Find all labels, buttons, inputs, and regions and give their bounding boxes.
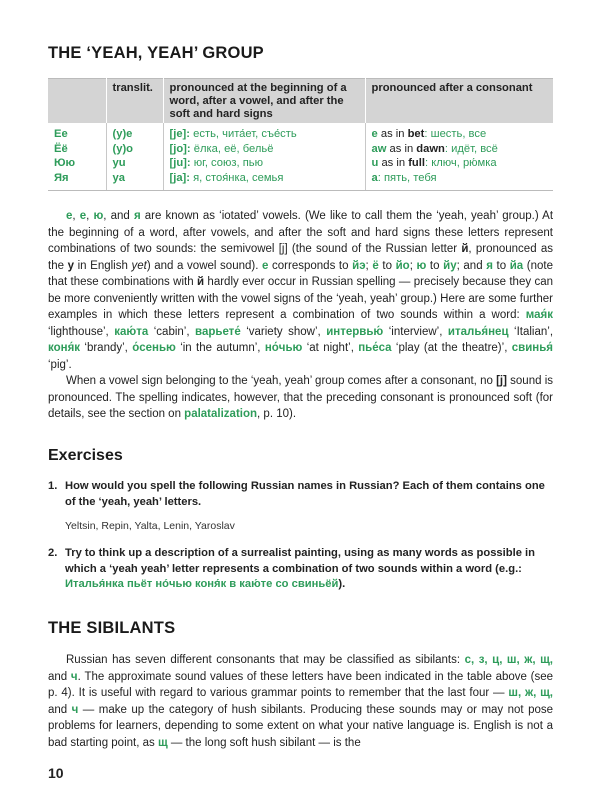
- section-heading-exercises: Exercises: [48, 447, 123, 464]
- example-words: : идёт, всё: [444, 142, 498, 155]
- paragraph-after-consonant: When a vowel sign belonging to the ‘yeah, yeah’ group comes after a consonant, no [j] sound is pronounced. The spelling indicates, however, that the preceding consonant is pronounced soft (for details, see the section on palatalization, p. 10).: [48, 375, 553, 420]
- english-word: dawn: [416, 142, 445, 155]
- ipa: [ju]:: [169, 157, 191, 169]
- table-row: [48, 171, 553, 191]
- initial-cell: [163, 123, 365, 142]
- table-row: [48, 156, 553, 171]
- ipa: [ja]:: [169, 171, 191, 184]
- translit-cell: (y)o: [106, 142, 163, 157]
- exercise-1: [48, 479, 553, 510]
- after-consonant-cell: [365, 142, 553, 157]
- translit-cell: (y)e: [106, 123, 163, 142]
- page-number: 10: [48, 765, 64, 781]
- sound: e: [371, 128, 378, 140]
- after-consonant-cell: [365, 123, 553, 142]
- as-in: as in: [389, 142, 414, 155]
- table-header-cell: translit.: [106, 79, 163, 124]
- table-header-cell: [48, 79, 106, 124]
- exercise-example: Италья́нка пьёт но́чью коня́к в каю́те со свиньёй: [65, 578, 339, 590]
- section-heading-sibilants: THE SIBILANTS: [48, 619, 176, 637]
- exercise-1-names: Yeltsin, Repin, Yalta, Lenin, Yaroslav: [65, 520, 235, 532]
- translit-cell: yu: [106, 156, 163, 171]
- example-words: : пять, тебя: [377, 171, 437, 184]
- table-row: [48, 123, 553, 142]
- after-consonant-cell: [365, 156, 553, 171]
- initial-cell: [163, 171, 365, 191]
- example-words: есть, чита́ет, съе́сть: [193, 128, 297, 140]
- ipa: [jo]:: [169, 142, 191, 155]
- exercise-text: Try to think up a description of a surrealist painting, using as many words as possible in which a ‘yeah yeah’ letter represents a combination of two sounds within a word (e.g.: Италья́нка пьёт но́чью коня́к в каю́те со свиньёй).: [65, 547, 535, 590]
- table-header-cell: pronounced at the beginning of a word, after a vowel, and after the soft and hard signs: [163, 79, 365, 124]
- table-header-cell: pronounced after a consonant: [365, 79, 553, 124]
- after-consonant-cell: [365, 171, 553, 191]
- paragraph-iotated: е, е, ю, and я are known as ‘iotated’ vowels. (We like to call them the ‘yeah, yeah’ group.) At the beginning of a word, after vowels, and after the soft and hard signs these letters represent combinations of two sounds: the semivowel [j] (the sound of the Russian letter й, pronounced as the y in English yet) and a vowel sound). е corresponds to йэ; ё to йо; ю to йу; and я to йа (note that these combinations with й hardly ever occur in Russian spelling — precisely because they can be more conveniently written with the vowel signs of the ‘yeah, yeah’ group.) Here are some further examples in which these letters represent a combination of two sounds within a word: мая́к ‘lighthouse’, каю́та ‘cabin’, варьете́ ‘variety show’, интервью́ ‘interview’, италья́нец ‘Italian’, коня́к ‘brandy’, о́сенью ‘in the autumn’, но́чью ‘at night’, пье́са ‘play (at the theatre)’, свинья́ ‘pig’.: [48, 210, 554, 371]
- initial-cell: [163, 156, 365, 171]
- letter-cell: Яя: [48, 171, 106, 191]
- sound: aw: [371, 142, 387, 155]
- exercise-number: 2.: [48, 547, 58, 559]
- example-words: ёлка, её, бельё: [193, 142, 274, 155]
- example-words: : ключ, рю́мка: [424, 157, 497, 169]
- section-heading-yeah: THE ‘YEAH, YEAH’ GROUP: [48, 44, 264, 62]
- sound: u: [371, 157, 379, 169]
- paragraph-sibilants: Russian has seven different consonants that may be classified as sibilants: с, з, ц, ш, ж, щ, and ч. The approximate sound values of these letters have been indicated in the table above (see p. 4). It is useful with regard to various grammar points to remember that the last four — ш, ж, щ, and ч — make up the category of hush sibilants. Producing these sounds may or may not pose problems for learners, depending to some extent on what your native language is. English is not a bad starting point, as щ — the long soft hush sibilant — is the: [48, 654, 554, 749]
- table-header-row: [48, 79, 553, 124]
- letters-table: [48, 78, 553, 191]
- initial-cell: [163, 142, 365, 157]
- as-in: as in: [380, 128, 405, 140]
- letter-cell: Ее: [54, 128, 68, 140]
- letter-cell: Юю: [54, 157, 76, 169]
- translit-cell: ya: [106, 171, 163, 191]
- example-words: юг, союз, пью: [193, 157, 264, 169]
- english-word: full: [408, 157, 425, 169]
- ipa: [je]:: [169, 128, 191, 140]
- exercise-number: 1.: [48, 480, 58, 492]
- english-word: bet: [407, 128, 425, 140]
- example-words: : шесть, все: [424, 128, 487, 140]
- exercise-text: How would you spell the following Russian names in Russian? Each of them contains one of the ‘yeah, yeah’ letters.: [65, 480, 545, 508]
- sound: a: [371, 171, 378, 184]
- table-row: [48, 142, 553, 157]
- letter-cell: Ёё: [54, 142, 68, 155]
- as-in: as in: [381, 157, 406, 169]
- exercise-2: [48, 546, 553, 593]
- example-words: я, стоя́нка, семья: [193, 171, 284, 184]
